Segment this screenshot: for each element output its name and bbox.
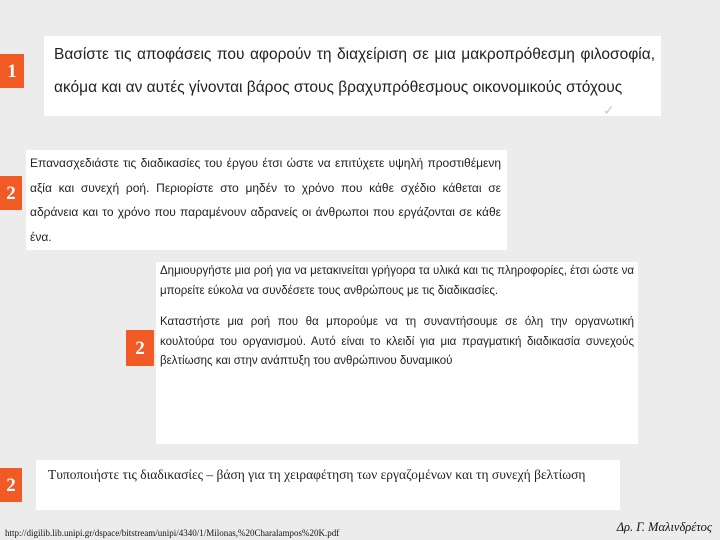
number-badge-2c: 2	[0, 468, 22, 502]
scan-artifact-mark: ✓	[603, 103, 615, 119]
principle-2b-para-2: Καταστήστε μια ροή που θα μπορούμε να τη συναντήσουμε σε όλη την οργανωτική κουλτούρα του οργανισμού. Αυτό είναι το κλειδί για μια πραγματική διαδικασία συνεχούς βελτίωσης και στην ανάπτυξη του ανθρώπινου δυναμικού	[160, 316, 634, 367]
principle-2b-text-box	[156, 262, 638, 444]
principle-2c-text-box	[36, 460, 620, 510]
principle-2c-text: Τυποποιήστε τις διαδικασίες – βάση για τη χειραφέτηση των εργαζομένων και τη συνεχή βελτίωση	[48, 467, 586, 482]
principle-1-text: Βασίστε τις αποφάσεις που αφορούν τη διαχείριση σε μια μακροπρόθεσμη φιλοσοφία, ακόμα και αν αυτές γίνονται βάρος στους βραχυπρόθεσμους οικονομικούς στόχους	[54, 46, 655, 96]
principle-1-text-box	[44, 36, 661, 119]
source-url: http://digilib.lib.unipi.gr/dspace/bitstream/unipi/4340/1/Milonas,%20Charalampos%20K.pdf	[5, 528, 340, 538]
number-badge-2a: 2	[0, 176, 22, 210]
principle-2a-text-box	[26, 150, 507, 250]
number-badge-1: 1	[0, 54, 24, 88]
principle-2b-para-1: Δημιουργήστε μια ροή για να μετακινείται γρήγορα τα υλικά και τις πληροφορίες, έτσι ώστε να μπορείτε εύκολα να συνδέσετε τους ανθρώπους με τις διαδικασίες.	[160, 265, 634, 297]
author-credit: Δρ. Γ. Μαλινδρέτος	[616, 520, 712, 534]
principle-2a-text: Επανασχεδιάστε τις διαδικασίες του έργου έτσι ώστε να επιτύχετε υψηλή προστιθέμενη αξία και συνεχή ροή. Περιορίστε στο μηδέν το χρόνο που κάθε σχέδιο κάθεται σε αδράνεια και το χρόνο που παραμένουν αδρανείς οι άνθρωποι που εργάζονται σε κάθε ένα.	[30, 156, 501, 244]
number-badge-2b: 2	[126, 330, 154, 366]
